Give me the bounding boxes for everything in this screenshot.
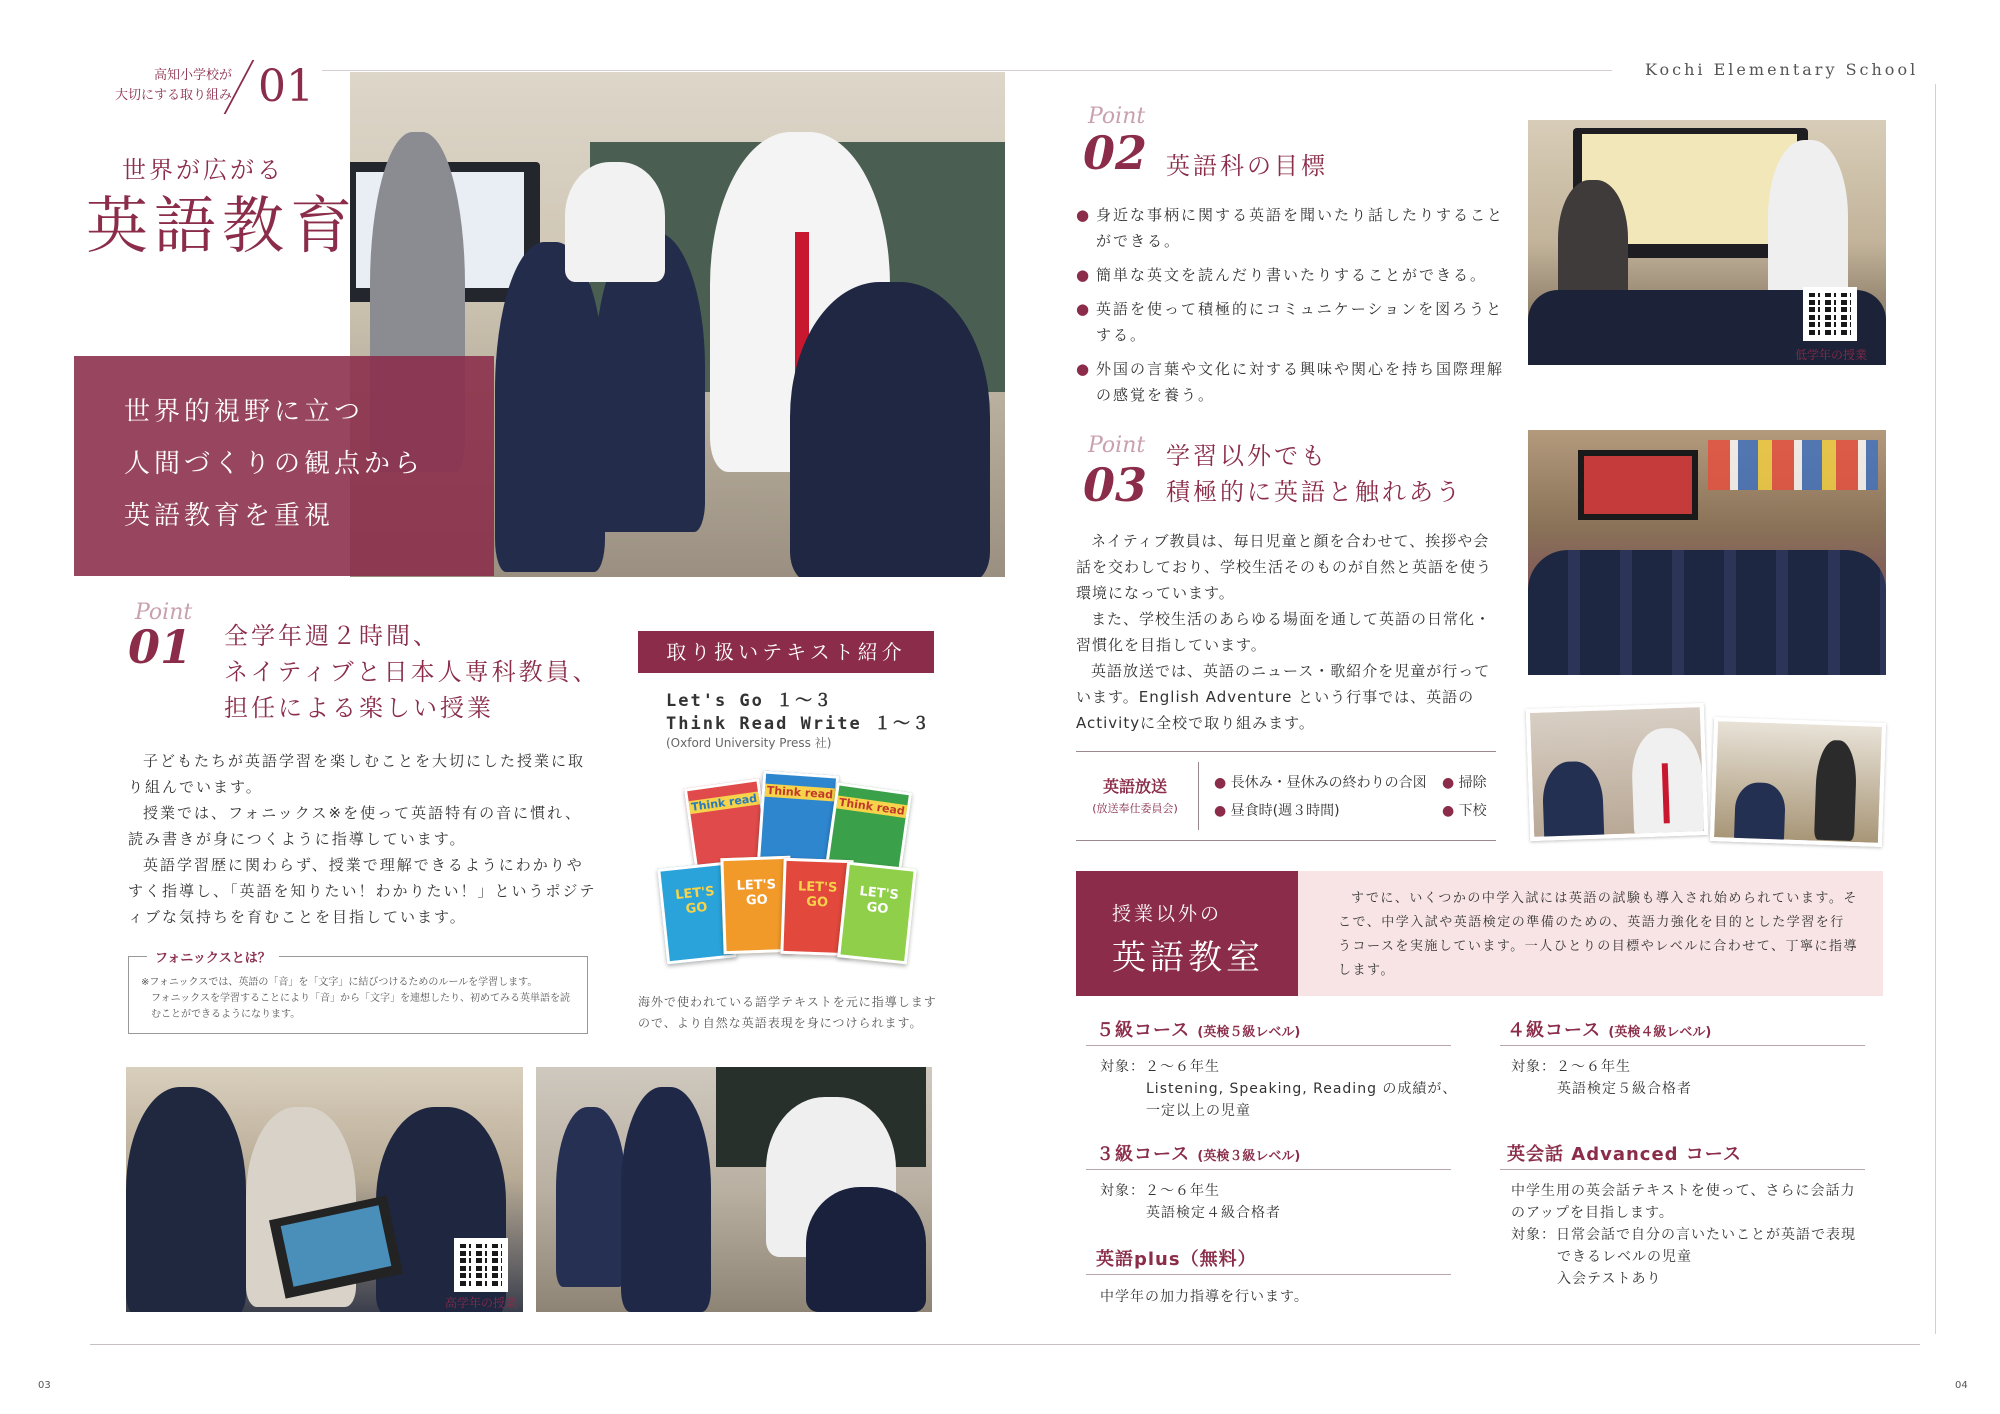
book-cover-4-label: LET'S GO <box>674 884 716 918</box>
course-advanced-title: 英会話 Advanced コース <box>1507 1144 1742 1165</box>
page-number-right: 04 <box>1955 1380 1968 1391</box>
course-advanced-line-4: 入会テストあり <box>1557 1271 1662 1287</box>
broadcast-item-2: ● 昼食時(週３時間) <box>1214 803 1340 819</box>
point03-title-line1: 学習以外でも <box>1166 442 1328 470</box>
qr-code-lower-grades[interactable] <box>1803 287 1857 341</box>
course-plus-title: 英語plus（無料） <box>1096 1249 1257 1270</box>
overlay-line-3: 英語教育を重視 <box>124 501 335 531</box>
overlay-line-2: 人間づくりの観点から <box>124 449 425 479</box>
school-name: Kochi Elementary School <box>1645 60 1919 79</box>
book-cover-7 <box>837 862 917 965</box>
hero-subtitle: 世界が広がる <box>122 156 284 184</box>
header-label <box>82 66 232 106</box>
footer-rule <box>90 1344 1920 1345</box>
broadcast-item-4-text: 下校 <box>1458 803 1487 819</box>
point02-bullets <box>1076 202 1506 416</box>
header-label-line2: 大切にする取り組み <box>114 88 232 103</box>
course-plus <box>1096 1245 1257 1271</box>
greeting-photo <box>536 1067 932 1312</box>
point01-title <box>224 618 600 726</box>
overlay-line-1: 世界的視野に立つ <box>124 397 365 427</box>
broadcast-divider <box>1198 762 1199 830</box>
course-3 <box>1096 1140 1300 1166</box>
course-5-line-1: 対象：２～６年生 <box>1100 1059 1220 1075</box>
course-3-body <box>1100 1180 1281 1224</box>
textbook-line1: Let's Go １～３ <box>666 691 834 711</box>
point02-number: 02 <box>1083 126 1148 180</box>
course-5-line-3: 一定以上の児童 <box>1146 1103 1251 1119</box>
point02-bullet-4: ● 外国の言葉や文化に対する興味や関心を持ち国際理解の感覚を養う。 <box>1076 356 1506 408</box>
course-4-rule <box>1500 1045 1865 1046</box>
classroom-heading-large: 英語教室 <box>1112 938 1264 978</box>
assembly-photo <box>1528 430 1886 675</box>
broadcast-item-1-text: 長休み・昼休みの終わりの合図 <box>1230 775 1427 791</box>
point03-number: 03 <box>1083 458 1148 512</box>
point01-para-2: 授業では、フォニックス※を使って英語特有の音に慣れ、読み書きが身につくように指導しています。 <box>128 804 582 848</box>
point02-bullet-2: ● 簡単な英文を読んだり書いたりすることができる。 <box>1076 262 1506 288</box>
phonics-box <box>128 951 588 1034</box>
course-4-level: (英検４級レベル) <box>1608 1025 1712 1040</box>
course-4-title: ４級コース <box>1507 1020 1602 1041</box>
point01-title-line1: 全学年週２時間、 <box>224 622 440 650</box>
point01-body <box>128 748 598 930</box>
course-plus-line-1: 中学年の加力指導を行います。 <box>1100 1289 1309 1305</box>
course-4-line-2: 英語検定５級合格者 <box>1557 1081 1692 1097</box>
classroom-heading-box <box>1076 871 1298 996</box>
broadcast-item-4: ● 下校 <box>1442 803 1487 819</box>
course-5-level: (英検５級レベル) <box>1197 1025 1301 1040</box>
broadcast-item-1: ● 長休み・昼休みの終わりの合図 <box>1214 775 1427 791</box>
course-advanced-line-2: 対象：日常会話で自分の言いたいことが英語で表現 <box>1511 1227 1856 1243</box>
header-number: 01 <box>258 61 314 112</box>
point03-para-2: また、学校生活のあらゆる場面を通して英語の日常化・習慣化を目指しています。 <box>1076 610 1492 654</box>
course-advanced-body <box>1511 1180 1866 1290</box>
hero-overlay-box <box>74 356 494 576</box>
broadcast-item-3-text: 掃除 <box>1458 775 1487 791</box>
classroom-intro-box <box>1298 871 1883 996</box>
header-label-line1: 高知小学校が <box>153 68 232 83</box>
course-plus-body <box>1100 1286 1309 1308</box>
book-cover-6-label: LET'S GO <box>797 879 838 911</box>
page-number-left: 03 <box>38 1380 51 1391</box>
point02-title: 英語科の目標 <box>1166 152 1328 180</box>
qr-code-upper-grades[interactable] <box>454 1238 508 1292</box>
phonics-text-2: フォニックスを学習することにより「音」から「文字」を連想したり、初めてみる英単語を読むことができるようになります。 <box>151 993 570 1020</box>
course-plus-rule <box>1086 1274 1451 1275</box>
header-rule <box>322 70 1612 71</box>
point03-body <box>1076 528 1504 736</box>
course-3-rule <box>1086 1169 1451 1170</box>
book-cover-3-label: Think read <box>838 795 906 818</box>
point01-title-line2: ネイティブと日本人専科教員、 <box>224 658 600 686</box>
collage-photo-1 <box>1526 703 1708 841</box>
book-cover-1-label: Think read <box>690 791 758 814</box>
course-advanced-line-3: できるレベルの児童 <box>1557 1249 1692 1265</box>
course-4-body <box>1511 1056 1692 1100</box>
course-5-rule <box>1086 1045 1451 1046</box>
point02-bullet-3: ● 英語を使って積極的にコミュニケーションを図ろうとする。 <box>1076 296 1506 348</box>
course-3-line-1: 対象：２～６年生 <box>1100 1183 1220 1199</box>
phonics-title: フォニックスとは？ <box>147 947 279 966</box>
textbook-heading: 取り扱いテキスト紹介 <box>638 631 934 673</box>
broadcast-item-2-text: 昼食時(週３時間) <box>1230 803 1340 819</box>
course-3-title: ３級コース <box>1096 1144 1191 1165</box>
point03-title-line2: 積極的に英語と触れあう <box>1166 478 1463 506</box>
point01-number: 01 <box>128 620 193 674</box>
course-5 <box>1096 1016 1300 1042</box>
classroom-heading-small: 授業以外の <box>1112 903 1223 925</box>
collage-photo-2 <box>1710 717 1886 847</box>
point03-para-1: ネイティブ教員は、毎日児童と顔を合わせて、挨拶や会話を交わしており、学校生活そのものが自然と英語を使う環境になっています。 <box>1076 532 1493 602</box>
course-4 <box>1507 1016 1711 1042</box>
phonics-text-1: ※フォニックスでは、英語の「音」を「文字」に結びつけるためのルールを学習します。 <box>141 977 538 988</box>
point02-bullet-1: ● 身近な事柄に関する英語を聞いたり話したりすることができる。 <box>1076 202 1506 254</box>
broadcast-item-3: ● 掃除 <box>1442 775 1487 791</box>
course-5-line-2: Listening, Speaking, Reading の成績が、 <box>1146 1081 1458 1097</box>
point03-para-3: 英語放送では、英語のニュース・歌紹介を児童が行っています。English Adventure という行事では、英語のActivityに全校で取り組みます。 <box>1076 662 1491 732</box>
course-advanced-rule <box>1500 1169 1865 1170</box>
course-advanced <box>1507 1140 1742 1166</box>
course-advanced-line-1: 中学生用の英会話テキストを使って、さらに会話力のアップを目指します。 <box>1511 1183 1856 1221</box>
point01-label: Point <box>135 600 193 625</box>
hero-title: 英語教育 <box>86 189 359 262</box>
classroom-intro: すでに、いくつかの中学入試には英語の試験も導入され始められています。そこで、中学入試や英語検定の準備のための、英語力強化を目的とした学習を行うコースを実施しています。一人ひとりの目標やレベルに合わせて、丁寧に指導します。 <box>1338 891 1859 978</box>
point03-title <box>1166 438 1463 510</box>
course-5-body <box>1100 1056 1457 1122</box>
broadcast-label: 英語放送 <box>1102 777 1167 796</box>
book-cover-2-label: Think read <box>766 783 834 802</box>
book-cover-5-label: LET'S GO <box>736 877 777 909</box>
course-3-line-2: 英語検定４級合格者 <box>1146 1205 1281 1221</box>
point01-para-3: 英語学習歴に関わらず、授業で理解できるようにわかりやすく指導し、「英語を知りたい！わかりたい！」というポジティブな気持ちを育むことを目指しています。 <box>128 856 597 926</box>
point01-para-1: 子どもたちが英語学習を楽しむことを大切にした授業に取り組んでいます。 <box>128 752 586 796</box>
textbook-publisher: (Oxford University Press 社) <box>666 736 832 750</box>
qr-caption-lower: 低学年の授業 <box>1794 348 1867 362</box>
point02-label: Point <box>1088 104 1146 129</box>
point01-title-line3: 担任による楽しい授業 <box>224 694 494 722</box>
textbook-caption: 海外で使われている語学テキストを元に指導しますので、より自然な英語表現を身につけられます。 <box>638 995 937 1030</box>
course-5-title: ５級コース <box>1096 1020 1191 1041</box>
qr-caption-upper: 高学年の授業 <box>444 1296 517 1310</box>
textbook-covers <box>650 765 930 985</box>
book-cover-7-label: LET'S GO <box>858 884 900 918</box>
course-3-level: (英検３級レベル) <box>1197 1149 1301 1164</box>
broadcast-table <box>1076 751 1496 841</box>
broadcast-sublabel: (放送奉仕委員会) <box>1092 802 1178 815</box>
course-4-line-1: 対象：２～６年生 <box>1511 1059 1631 1075</box>
textbook-line2: Think Read Write １～３ <box>666 714 931 734</box>
right-frame-line <box>1935 84 1936 1334</box>
point03-label: Point <box>1088 433 1146 458</box>
